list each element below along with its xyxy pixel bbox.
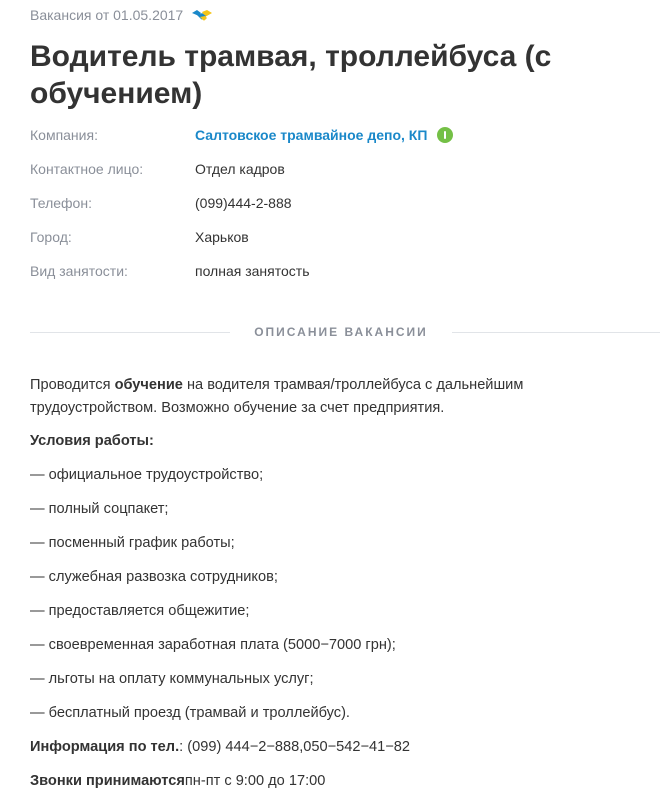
condition-item: — служебная развозка сотрудников; (30, 569, 278, 585)
condition-item: — полный соцпакет; (30, 501, 169, 517)
info-row-employment (30, 263, 650, 297)
vacancy-title: Водитель трамвая, троллейбуса (с обучением) (30, 40, 552, 110)
condition-item: — льготы на оплату коммунальных услуг; (30, 671, 314, 687)
divider-line-left (30, 332, 230, 333)
calls-info (30, 770, 630, 804)
phone-info-value: : (099) 444−2−888,050−542−41−82 (179, 739, 411, 755)
info-row-phone (30, 195, 650, 229)
condition-item: — предоставляется общежитие; (30, 603, 250, 619)
company-label: Компания: (30, 127, 98, 143)
info-row-company (30, 127, 650, 161)
calls-info-label: Звонки принимаются (30, 773, 185, 789)
conditions-title: Условия работы: (30, 433, 154, 449)
section-divider (30, 325, 660, 339)
company-name[interactable]: Салтовское трамвайное депо, КП (195, 127, 428, 143)
condition-item: — своевременная заработная плата (5000−7000 грн); (30, 637, 396, 653)
calls-info-value: пн-пт с 9:00 до 17:00 (184, 773, 326, 789)
condition-item: — посменный график работы; (30, 535, 235, 551)
intro-prefix: Проводится (30, 377, 115, 393)
vacancy-date-text: Вакансия от 01.05.2017 (30, 7, 184, 23)
info-row-contact (30, 161, 650, 195)
description-intro (30, 374, 630, 420)
vacancy-info (30, 127, 650, 297)
contact-value: Отдел кадров (195, 161, 285, 177)
vacancy-date (30, 7, 213, 23)
intro-bold: обучение (114, 377, 183, 393)
city-value: Харьков (195, 229, 249, 245)
info-row-city (30, 229, 650, 263)
phone-value: (099)444-2-888 (195, 195, 292, 211)
phone-info-label: Информация по тел. (30, 739, 180, 755)
condition-item: — бесплатный проезд (трамвай и троллейбус). (30, 705, 350, 721)
divider-line-right (452, 332, 660, 333)
contact-label: Контактное лицо: (30, 161, 144, 177)
employment-value: полная занятость (195, 263, 310, 279)
handshake-icon (191, 7, 213, 23)
phone-info (30, 736, 630, 770)
company-link[interactable] (195, 127, 453, 143)
phone-label: Телефон: (30, 195, 92, 211)
verified-icon (437, 127, 453, 143)
employment-label: Вид занятости: (30, 263, 128, 279)
vacancy-description (30, 374, 630, 804)
condition-item: — официальное трудоустройство; (30, 467, 264, 483)
city-label: Город: (30, 229, 72, 245)
intro-rest: на водителя трамвая/троллейбуса с дальнейшим трудоустройством. Возможно обучение за счет предприятия. (30, 377, 524, 416)
section-title: ОПИСАНИЕ ВАКАНСИИ (254, 325, 428, 339)
